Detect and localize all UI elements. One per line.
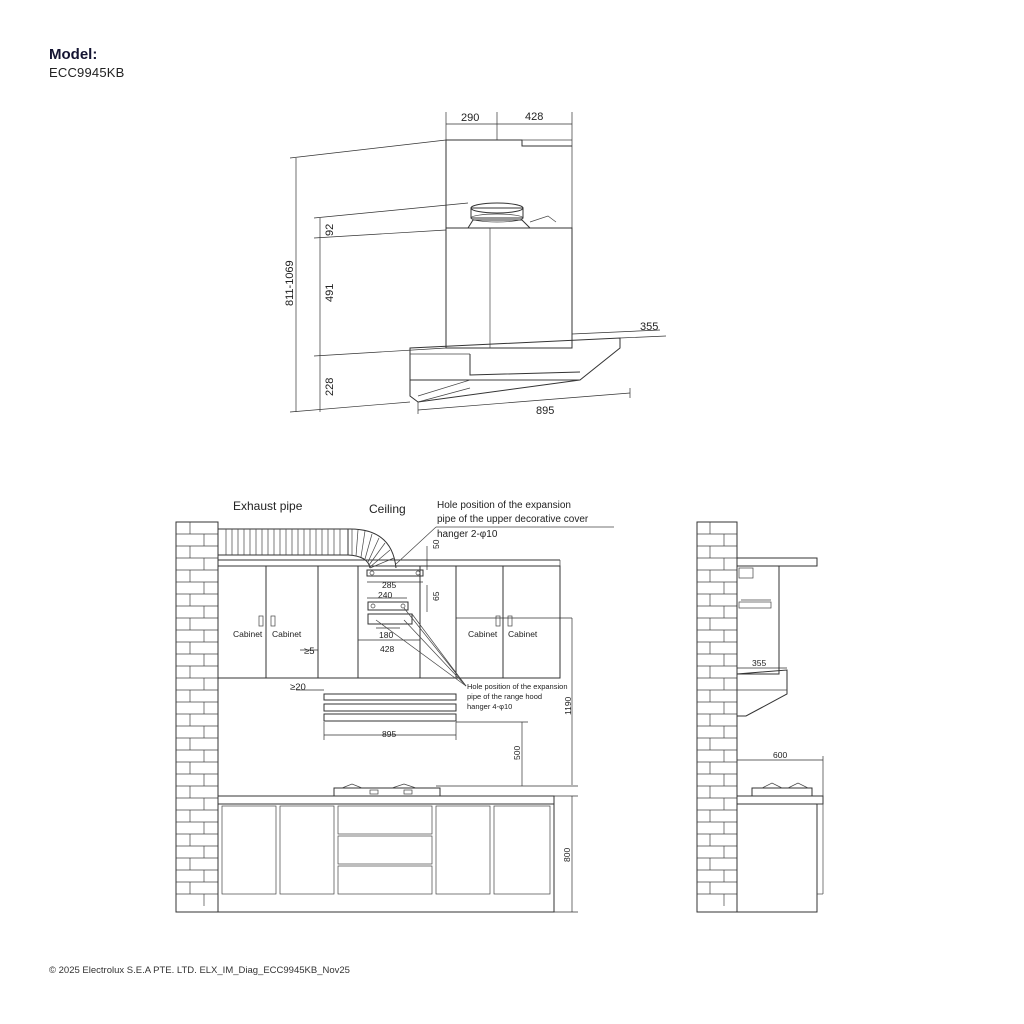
brick-wall-left [176, 522, 218, 912]
dim-1190: 1190 [563, 696, 573, 715]
installation-front-view [176, 499, 614, 912]
product-dimension-drawing [284, 111, 666, 417]
dim-895-install: 895 [382, 729, 397, 739]
label-ceiling: Ceiling [369, 502, 406, 516]
cabinet-label-4: Cabinet [508, 629, 538, 639]
model-number: ECC9945KB [49, 65, 125, 80]
dim-228: 228 [324, 377, 336, 396]
installation-side-view [697, 522, 823, 912]
range-hood-front [324, 694, 456, 740]
dim-240: 240 [378, 590, 393, 600]
label-hole-upper-line1: Hole position of the expansion [437, 500, 571, 511]
dim-428-top: 428 [525, 111, 544, 123]
cabinet-label-3: Cabinet [468, 629, 498, 639]
gas-hob [334, 784, 440, 796]
label-exhaust-pipe: Exhaust pipe [233, 499, 303, 513]
dim-ge20: ≥20 [290, 682, 306, 693]
label-hole-lower-line2: pipe of the range hood [467, 692, 543, 701]
dim-65: 65 [431, 591, 441, 601]
dim-800: 800 [562, 847, 572, 862]
base-cabinets [218, 796, 578, 912]
model-label: Model: [49, 46, 98, 63]
dim-600: 600 [773, 750, 788, 760]
dim-428-install: 428 [380, 644, 395, 654]
dim-500: 500 [512, 745, 522, 760]
cabinet-label-2: Cabinet [272, 629, 302, 639]
exhaust-pipe [218, 529, 396, 568]
label-hole-lower-line3: hanger 4-φ10 [467, 702, 513, 711]
label-hole-lower-line1: Hole position of the expansion [467, 682, 568, 691]
dim-895-top: 895 [536, 405, 555, 417]
dim-ge5: ≥5 [304, 646, 315, 657]
dim-50: 50 [431, 539, 441, 549]
dim-92: 92 [324, 223, 336, 236]
dim-811-1069: 811-1069 [284, 260, 296, 306]
cabinet-label-1: Cabinet [233, 629, 263, 639]
footer-copyright: © 2025 Electrolux S.E.A PTE. LTD. ELX_IM_Diag_ECC9945KB_Nov25 [49, 965, 350, 976]
label-hole-upper-line3: hanger 2-φ10 [437, 529, 498, 540]
dim-355-top: 355 [640, 321, 659, 333]
dim-290: 290 [461, 112, 480, 124]
dim-285: 285 [382, 580, 397, 590]
dim-491: 491 [324, 283, 336, 302]
dim-180: 180 [379, 630, 394, 640]
dim-355-side: 355 [752, 658, 767, 668]
label-hole-upper-line2: pipe of the upper decorative cover [437, 514, 589, 525]
